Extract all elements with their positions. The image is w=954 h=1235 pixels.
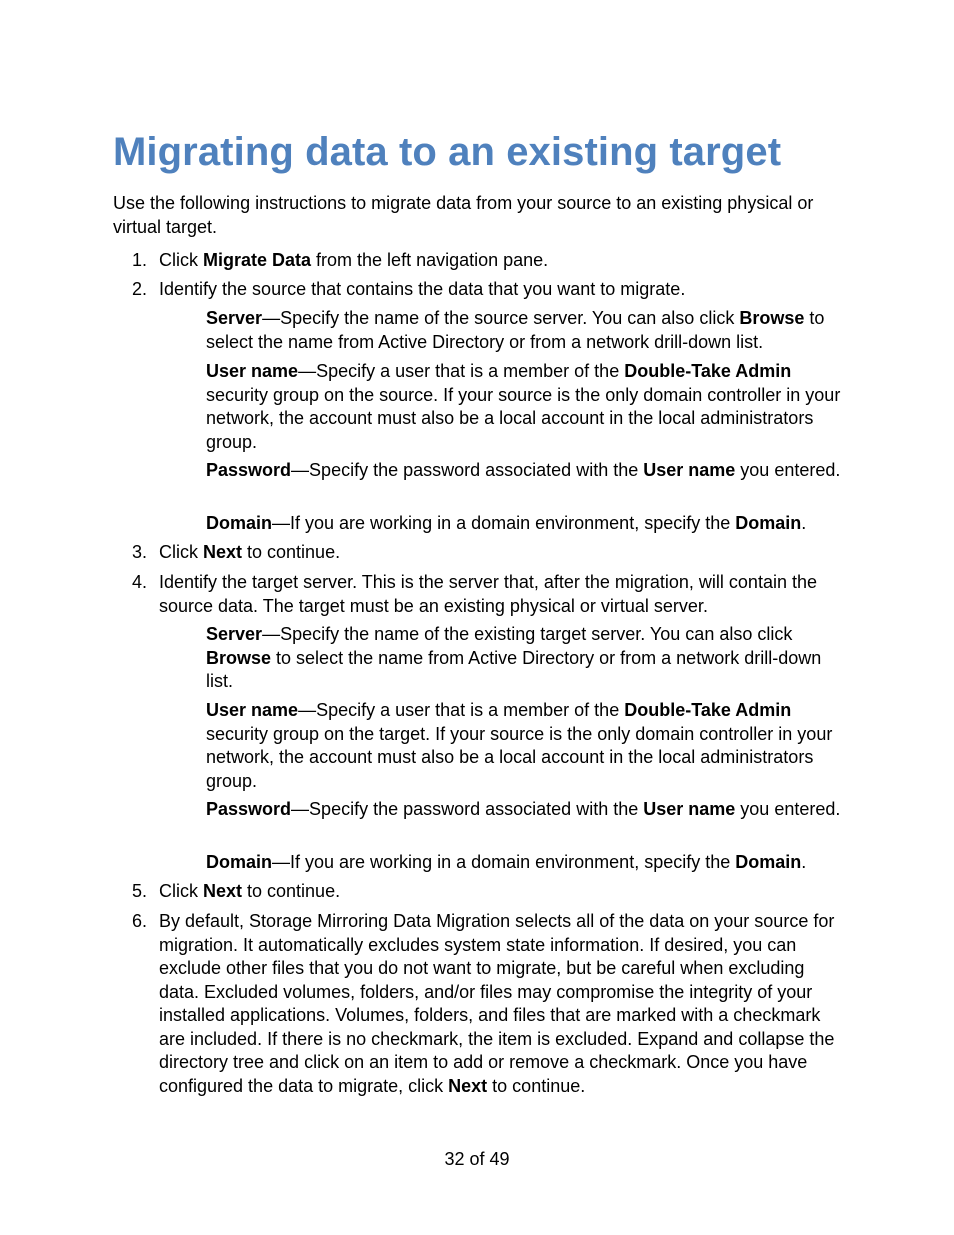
step-number: 6.: [132, 911, 148, 931]
step-number: 3.: [132, 542, 148, 562]
step-text: Identify the source that contains the data that you want to migrate.: [159, 279, 686, 299]
step-number: 2.: [132, 279, 148, 299]
step-number: 4.: [132, 572, 148, 592]
target-username-field: User name—Specify a user that is a member of the Double-Take Admin security group on the target. If your source is the only domain controller in your network, the account must also be a local account in the local administrators group.: [206, 700, 833, 791]
page-title: Migrating data to an existing target: [113, 130, 782, 174]
target-server-field: Server—Specify the name of the existing target server. You can also click Browse to select the name from Active Directory or from a network drill-down list.: [206, 624, 822, 691]
step-text: Click Migrate Data from the left navigation pane.: [159, 250, 549, 270]
step-text: Click Next to continue.: [159, 542, 341, 562]
step-number: 5.: [132, 881, 148, 901]
target-domain-field: Domain—If you are working in a domain environment, specify the Domain.: [206, 852, 807, 872]
page-number: 32 of 49: [444, 1149, 510, 1169]
source-password-field: Password—Specify the password associated with the User name you entered.: [206, 460, 841, 480]
step-number: 1.: [132, 250, 148, 270]
step-text: By default, Storage Mirroring Data Migration selects all of the data on your source for migration. It automatically excludes system state information. If desired, you can exclude other files that you do not want to migrate, but be careful when excluding data. Excluded volumes, folders, and/or files may compromise the integrity of your installed applications. Volumes, folders, and files that are marked with a checkmark are included. If there is no checkmark, the item is excluded. Expand and collapse the directory tree and click on an item to add or remove a checkmark. Once you have configured the data to migrate, click Next to continue.: [159, 911, 835, 1096]
intro-paragraph: Use the following instructions to migrate data from your source to an existing physical or virtual target.: [113, 193, 814, 237]
target-password-field: Password—Specify the password associated with the User name you entered.: [206, 799, 841, 819]
source-server-field: Server—Specify the name of the source server. You can also click Browse to select the name from Active Directory or from a network drill-down list.: [206, 308, 825, 352]
step-text: Click Next to continue.: [159, 881, 341, 901]
step-text: Identify the target server. This is the server that, after the migration, will contain the source data. The target must be an existing physical or virtual server.: [159, 572, 817, 616]
source-domain-field: Domain—If you are working in a domain environment, specify the Domain.: [206, 513, 807, 533]
source-username-field: User name—Specify a user that is a member of the Double-Take Admin security group on the source. If your source is the only domain controller in your network, the account must also be a local account in the local administrators group.: [206, 361, 841, 452]
